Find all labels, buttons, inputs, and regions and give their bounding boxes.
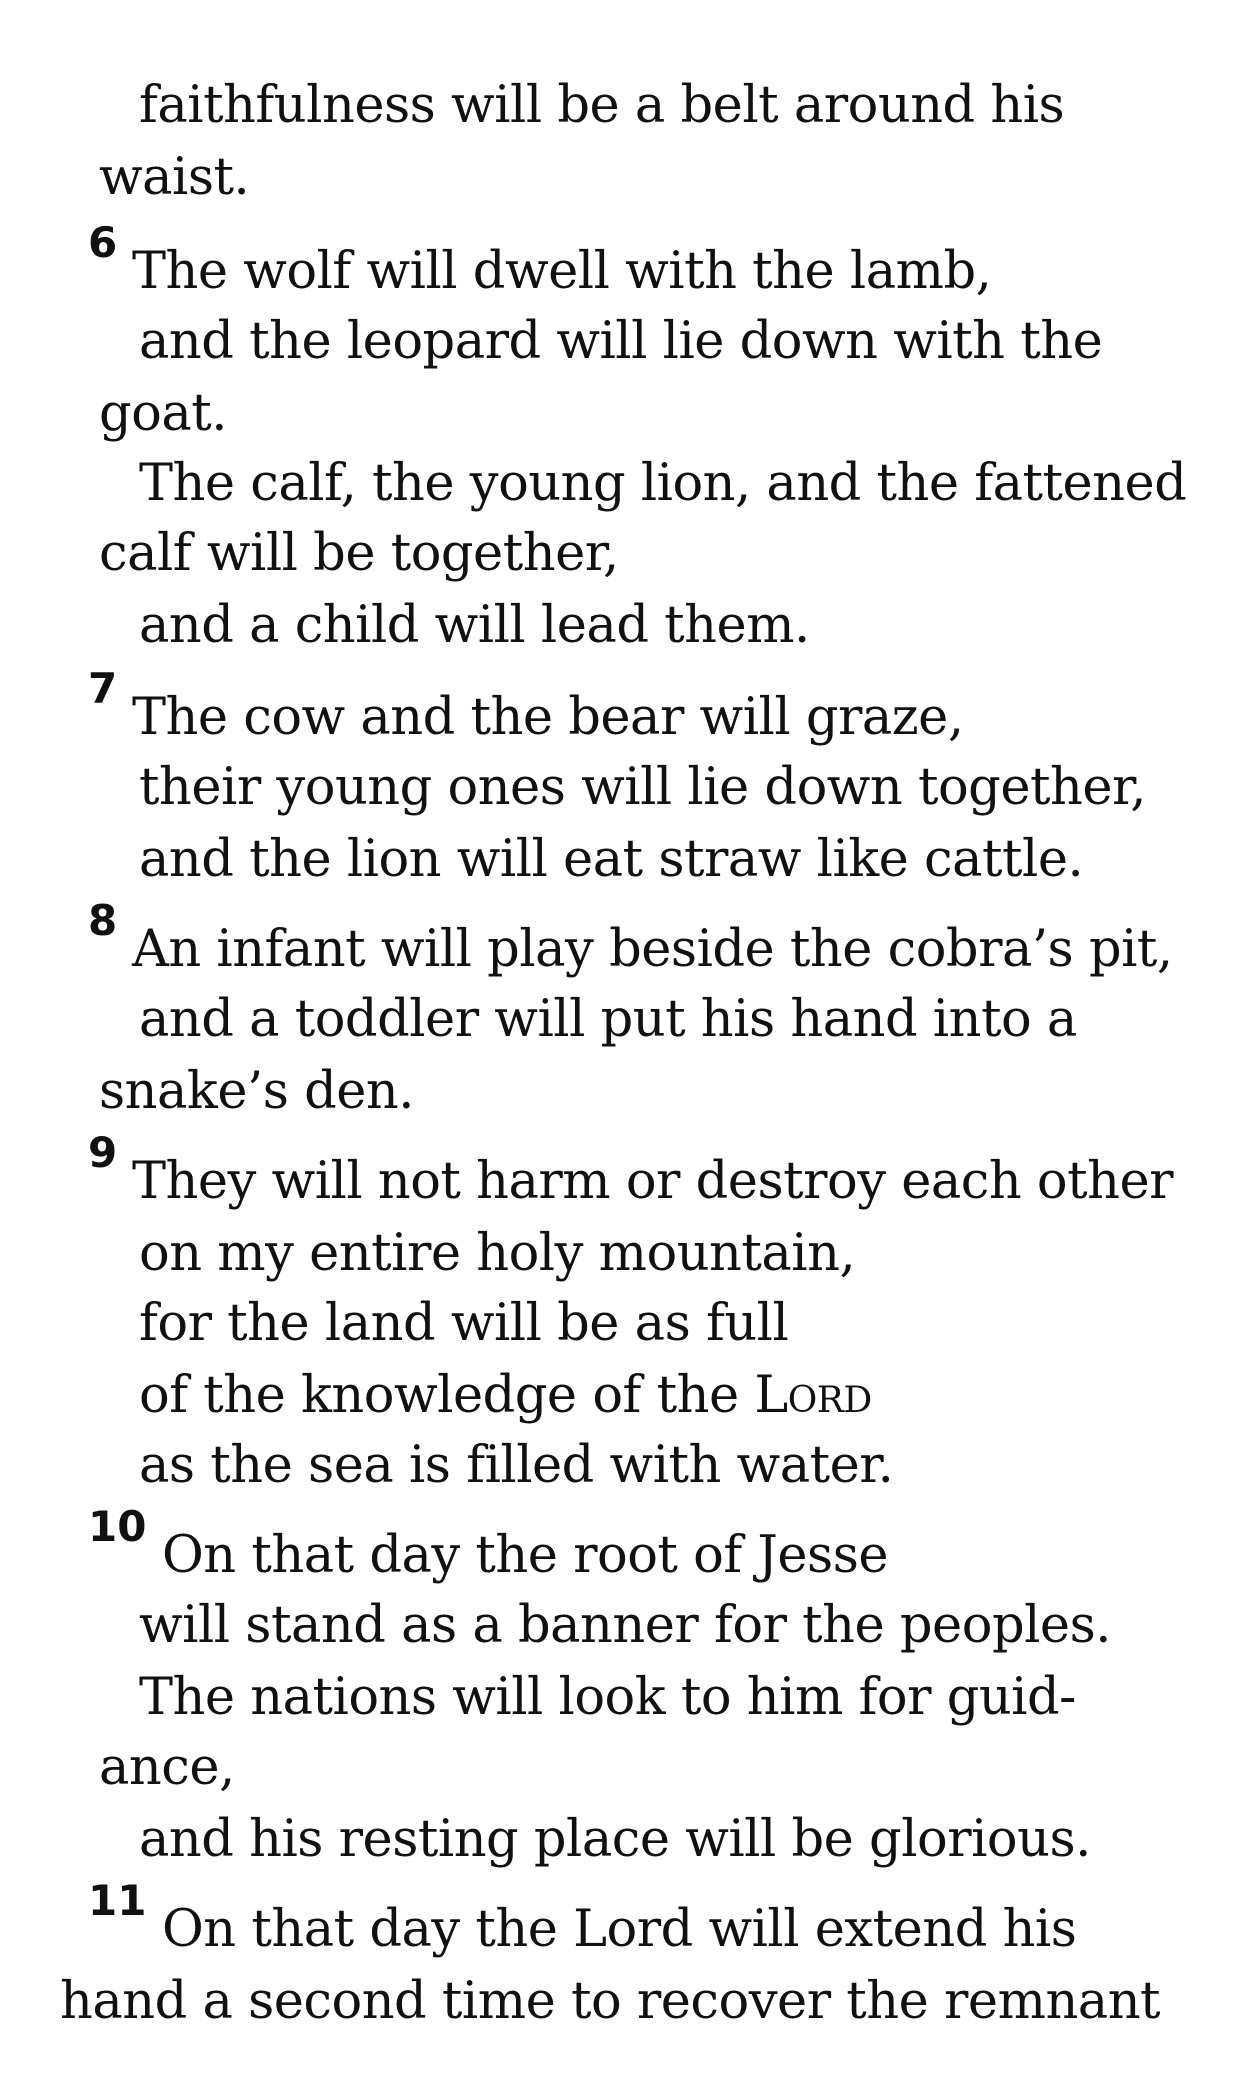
verse-line: and a child will lead them. — [139, 596, 810, 655]
verse-line: for the land will be as full — [139, 1294, 789, 1353]
verse-line: and the lion will eat straw like cattle. — [139, 830, 1084, 889]
verse-number-11: 11 — [88, 1876, 147, 1925]
verse-line: An infant will play beside the cobra’s pit, — [132, 920, 1173, 979]
verse-line: waist. — [99, 148, 250, 207]
verse-line: The cow and the bear will graze, — [132, 688, 964, 747]
verse-line: On that day the root of Jesse — [162, 1526, 889, 1585]
verse-line: as the sea is filled with water. — [139, 1436, 894, 1495]
divine-name: Lord — [754, 1366, 872, 1425]
verse-line-text: of the knowledge of the — [139, 1366, 739, 1425]
verse-line: On that day the Lord will extend his — [162, 1900, 1077, 1959]
verse-line: hand a second time to recover the remnant — [60, 1972, 1161, 2031]
verse-line — [139, 1366, 872, 1425]
verse-line: goat. — [99, 384, 227, 443]
verse-number-6: 6 — [88, 218, 118, 267]
verse-line: The calf, the young lion, and the fattened — [139, 454, 1187, 513]
verse-line: and the leopard will lie down with the — [139, 312, 1103, 371]
verse-line: The wolf will dwell with the lamb, — [132, 242, 992, 301]
verse-number-8: 8 — [88, 896, 118, 945]
verse-line: calf will be together, — [99, 524, 619, 583]
verse-number-7: 7 — [88, 664, 118, 713]
verse-line: ance, — [99, 1738, 235, 1797]
verse-line: and his resting place will be glorious. — [139, 1810, 1091, 1869]
verse-line: and a toddler will put his hand into a — [139, 990, 1077, 1049]
verse-line: They will not harm or destroy each other — [132, 1152, 1174, 1211]
verse-line: faithfulness will be a belt around his — [139, 76, 1065, 135]
verse-line: will stand as a banner for the peoples. — [139, 1596, 1111, 1655]
verse-line: snake’s den. — [99, 1062, 414, 1121]
verse-number-9: 9 — [88, 1128, 118, 1177]
verse-line: The nations will look to him for guid- — [139, 1668, 1076, 1727]
verse-line: on my entire holy mountain, — [139, 1224, 856, 1283]
verse-line: their young ones will lie down together, — [139, 758, 1147, 817]
verse-number-10: 10 — [88, 1502, 147, 1551]
